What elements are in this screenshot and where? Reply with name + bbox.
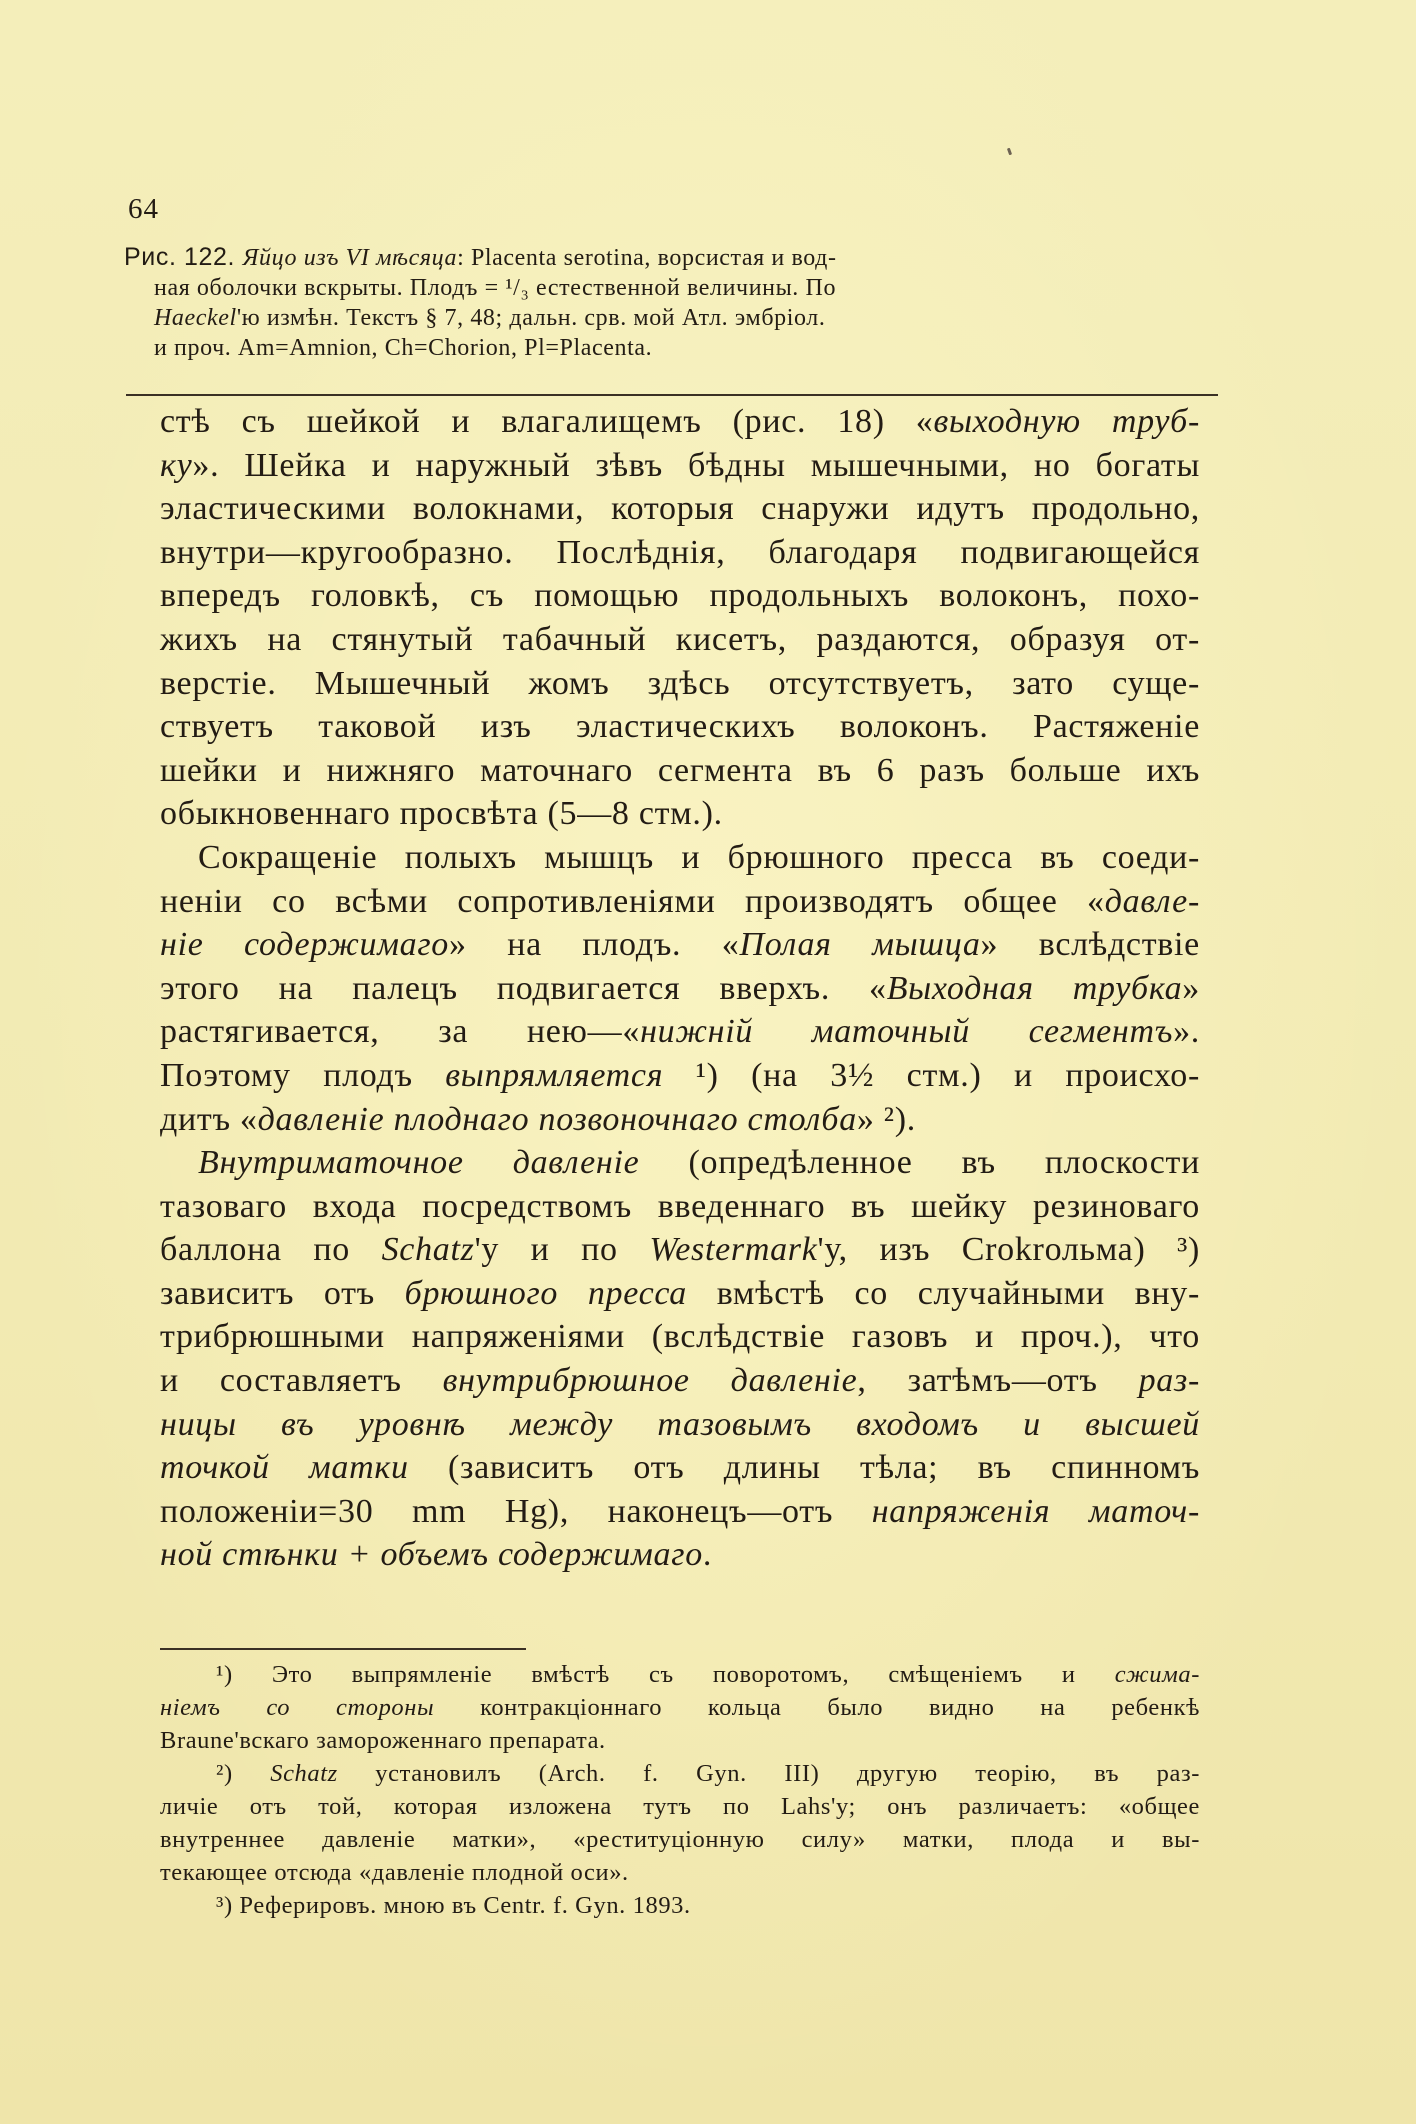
footnote-line: текающее отсюда «давленіе плодной оси».	[160, 1859, 629, 1886]
caption-divider	[126, 394, 1218, 396]
text-line: Сокращеніе полыхъ мышцъ и брюшного пресса въ соеди-	[198, 838, 1200, 876]
text-line: ницы въ уровнѣ между тазовымъ входомъ и высшей	[160, 1405, 1200, 1443]
text-line: жихъ на стянутый табачный кисетъ, раздаются, образуя от-	[160, 620, 1200, 658]
caption-author: Haeckel	[154, 305, 237, 331]
caption-line	[124, 303, 1220, 333]
footnote-line: ніемъ со стороны контракціоннаго кольца было видно на ребенкѣ	[160, 1694, 1200, 1721]
text-line: ной стѣнки + объемъ содержимаго.	[160, 1536, 713, 1574]
text-line: ствуетъ таковой изъ эластическихъ волоконъ. Растяженіе	[160, 708, 1200, 746]
text-line: растягивается, за нею—«нижній маточный сегментъ».	[160, 1013, 1200, 1051]
text-line: обыкновеннаго просвѣта (5—8 стм.).	[160, 795, 723, 833]
figure-caption	[124, 242, 1220, 363]
text-line: баллона по Schatz'у и по Westermark'у, изъ Crokrольма) ³)	[160, 1231, 1201, 1269]
main-text	[160, 400, 1200, 1577]
text-line: ку». Шейка и наружный зѣвъ бѣдны мышечными, но богаты	[160, 446, 1200, 484]
caption-text: ная оболочки вскрыты. Плодъ = ¹/₃ естественной величины. По	[154, 275, 837, 301]
text-line: неніи со всѣми сопротивленіями производятъ общее «давле-	[160, 882, 1200, 920]
text-line: дитъ «давленіе плоднаго позвоночнаго столба» ²).	[160, 1100, 916, 1138]
caption-text: : Placenta serotina, ворсистая и вод-	[457, 245, 837, 271]
text-line: трибрюшными напряженіями (вслѣдствіе газовъ и проч.), что	[160, 1318, 1200, 1356]
footnote-divider	[160, 1648, 526, 1650]
caption-line	[124, 242, 1220, 273]
footnote-line: ¹) Это выпрямленіе вмѣстѣ съ поворотомъ, смѣщеніемъ и сжима-	[216, 1661, 1200, 1688]
text-line: зависитъ отъ брюшного пресса вмѣстѣ со случайными вну-	[160, 1274, 1200, 1312]
text-line: положеніи=30 mm Hg), наконецъ—отъ напряженія маточ-	[160, 1492, 1200, 1530]
footnote-line: внутреннее давленіе матки», «реституціонную силу» матки, плода и вы-	[160, 1826, 1200, 1853]
text-line: тазоваго входа посредствомъ введеннаго въ шейку резиноваго	[160, 1187, 1200, 1225]
text-line: верстіе. Мышечный жомъ здѣсь отсутствуетъ, зато суще-	[160, 664, 1200, 702]
text-line: точкой матки (зависитъ отъ длины тѣла; въ спинномъ	[160, 1449, 1201, 1487]
text-line: этого на палецъ подвигается вверхъ. «Выходная трубка»	[160, 969, 1200, 1007]
page-number: 64	[128, 193, 159, 225]
footnote-line: личіе отъ той, которая изложена тутъ по Lahs'у; онъ различаетъ: «общее	[160, 1793, 1200, 1820]
caption-line	[124, 273, 1220, 303]
ink-speck	[1007, 148, 1012, 156]
text-line: стѣ съ шейкой и влагалищемъ (рис. 18) «выходную труб-	[160, 403, 1200, 440]
text-line: шейки и нижняго маточнаго сегмента въ 6 разъ больше ихъ	[160, 751, 1200, 789]
footnote-line: ³) Реферировъ. мною въ Centr. f. Gyn. 1893.	[216, 1892, 691, 1919]
footnote-line: ²) Schatz установилъ (Arch. f. Gyn. III) другую теорію, въ раз-	[216, 1760, 1200, 1787]
text-line: впередъ головкѣ, съ помощью продольныхъ волоконъ, похо-	[160, 577, 1200, 615]
caption-title: Яйцо изъ VI мѣсяца	[242, 245, 458, 271]
caption-text: 'ю измѣн. Текстъ § 7, 48; дальн. срв. мой Атл. эмбріол.	[236, 305, 826, 331]
text-line: Поэтому плодъ выпрямляется ¹) (на 3½ стм.) и происхо-	[160, 1056, 1200, 1094]
caption-text: и проч. Am=Amnion, Ch=Chorion, Pl=Placenta.	[154, 335, 653, 361]
text-line: и составляетъ внутрибрюшное давленіе, затѣмъ—отъ раз-	[160, 1362, 1200, 1400]
caption-line	[124, 333, 1220, 363]
caption-label: Рис. 122.	[124, 243, 243, 271]
text-line: эластическими волокнами, которыя снаружи идутъ продольно,	[160, 490, 1200, 528]
footnote-line: Braune'вскаго замороженнаго препарата.	[160, 1727, 606, 1754]
text-line: Внутриматочное давленіе (опредѣленное въ плоскости	[198, 1144, 1200, 1182]
text-line: ніе содержимаго» на плодъ. «Полая мышца» вслѣдствіе	[160, 926, 1200, 964]
text-line: внутри—кругообразно. Послѣднія, благодаря подвигающейся	[160, 533, 1200, 571]
footnotes	[160, 1658, 1200, 1922]
